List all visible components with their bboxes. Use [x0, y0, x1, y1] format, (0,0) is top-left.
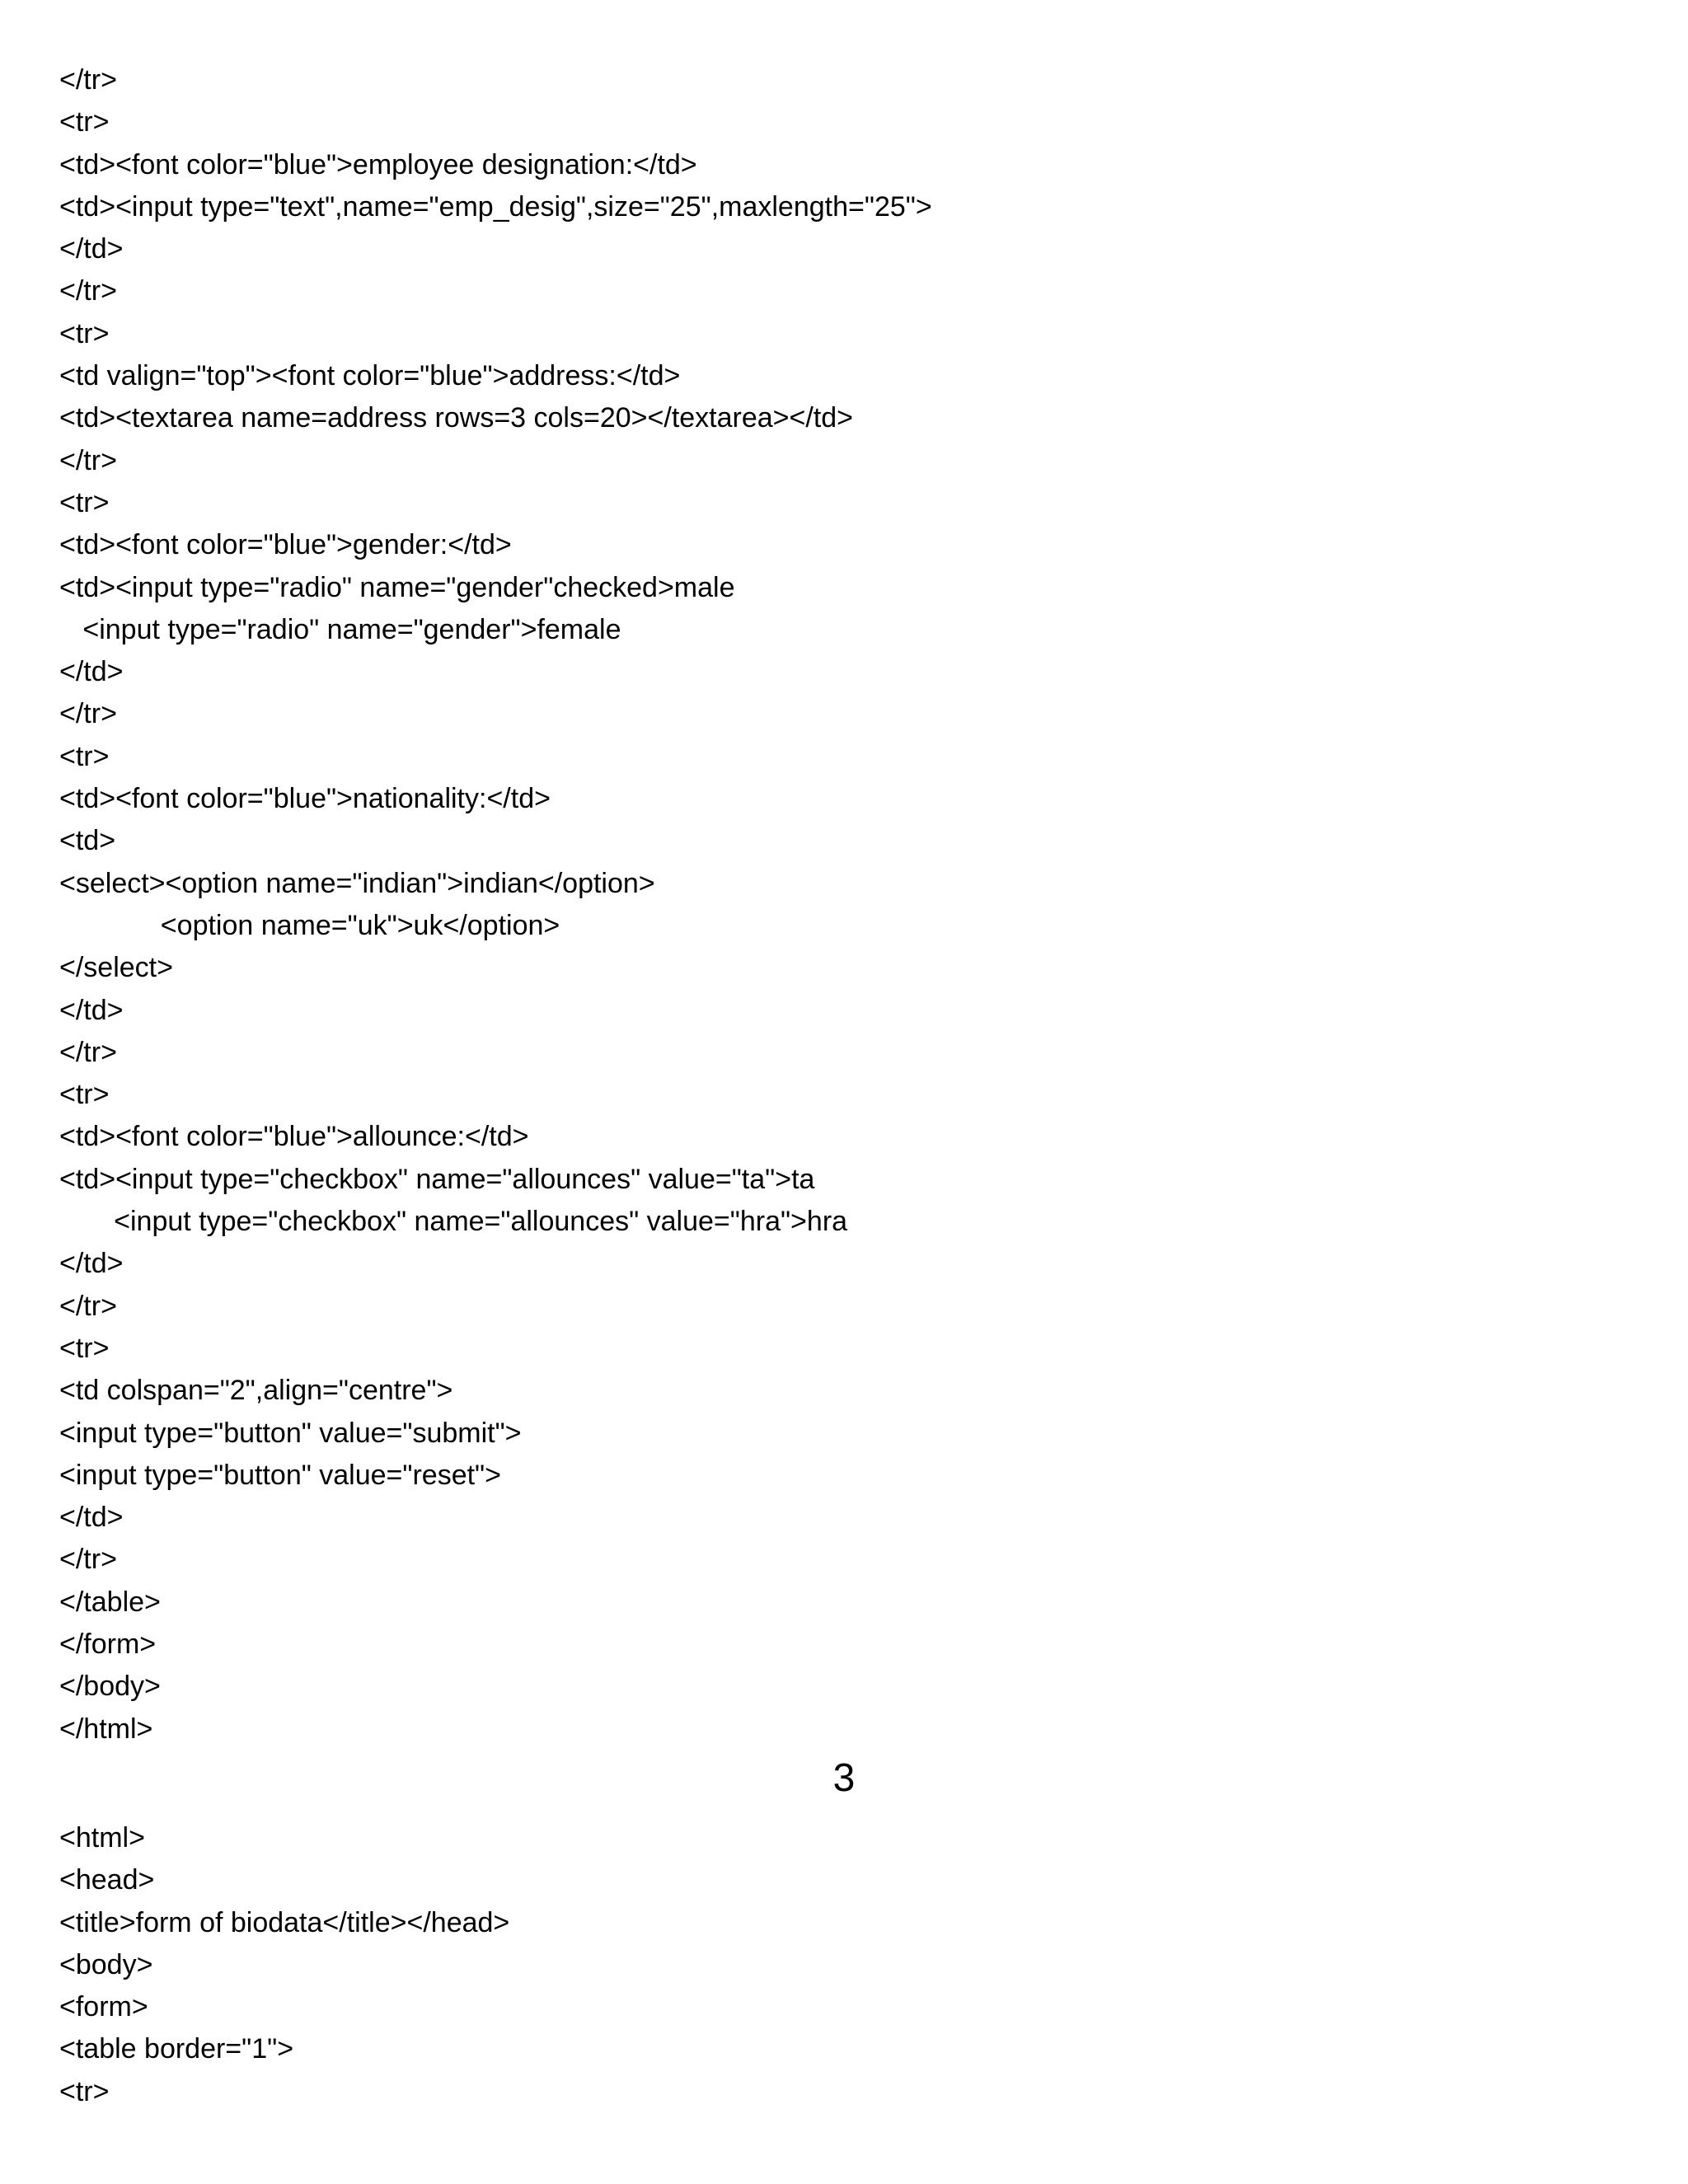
code-line: <tr> — [59, 1332, 110, 1364]
code-line: </td> — [59, 233, 124, 265]
code-line: <title>form of biodata</title></head> — [59, 1906, 510, 1938]
code-line: </td> — [59, 994, 124, 1026]
code-line: </tr> — [59, 275, 117, 307]
code-line: <input type="checkbox" name="allounces" value="hra">hra — [59, 1206, 848, 1238]
code-line: </tr> — [59, 64, 117, 96]
code-line: <td><input type="text",name="emp_desig",size="25",maxlength="25"> — [59, 190, 932, 223]
code-line: <td><input type="checkbox" name="allounces" value="ta">ta — [59, 1163, 815, 1195]
code-line: </tr> — [59, 1036, 117, 1068]
code-line: <input type="button" value="reset"> — [59, 1459, 501, 1491]
page-number: 3 — [832, 1756, 856, 1800]
code-line: <tr> — [59, 486, 110, 518]
code-line: <td><font color="blue">allounce:</td> — [59, 1121, 529, 1153]
code-line: </td> — [59, 1248, 124, 1280]
code-line: <td><textarea name=address rows=3 cols=20></textarea></td> — [59, 402, 854, 434]
code-line: <body> — [59, 1948, 153, 1980]
code-line: </tr> — [59, 1544, 117, 1576]
code-line: <tr> — [59, 2075, 110, 2107]
code-line: <input type="button" value="submit"> — [59, 1417, 522, 1449]
code-line: <html> — [59, 1822, 145, 1854]
code-line: </tr> — [59, 1290, 117, 1322]
code-line: </body> — [59, 1671, 161, 1703]
code-line: </tr> — [59, 444, 117, 476]
code-line: </html> — [59, 1713, 153, 1745]
code-block-bottom — [59, 1817, 1625, 2113]
code-line: <td valign="top"><font color="blue">address:</td> — [59, 360, 681, 392]
code-line: </select> — [59, 952, 173, 984]
code-line: </table> — [59, 1586, 161, 1618]
code-line: <td><input type="radio" name="gender"checked>male — [59, 571, 735, 603]
code-line: <form> — [59, 1991, 148, 2023]
code-line: </tr> — [59, 698, 117, 730]
code-line: <td> — [59, 825, 116, 857]
code-line: <input type="radio" name="gender">female — [59, 613, 621, 645]
code-line: <tr> — [59, 317, 110, 349]
code-line: </td> — [59, 1502, 124, 1534]
code-line: <tr> — [59, 1079, 110, 1111]
code-line: <td colspan="2",align="centre"> — [59, 1375, 453, 1407]
code-line: </form> — [59, 1628, 157, 1660]
code-line: <tr> — [59, 740, 110, 772]
code-line: <head> — [59, 1864, 155, 1896]
code-line: <table border="1"> — [59, 2033, 294, 2065]
code-line: <td><font color="blue">gender:</td> — [59, 529, 512, 561]
code-line: <td><font color="blue">employee designation:</td> — [59, 148, 697, 180]
code-line: </td> — [59, 656, 124, 688]
code-line: <td><font color="blue">nationality:</td> — [59, 783, 551, 815]
code-line: <option name="uk">uk</option> — [59, 909, 560, 941]
code-line: <select><option name="indian">indian</option> — [59, 867, 655, 899]
code-line: <tr> — [59, 106, 110, 138]
code-block-top — [59, 59, 1625, 1750]
